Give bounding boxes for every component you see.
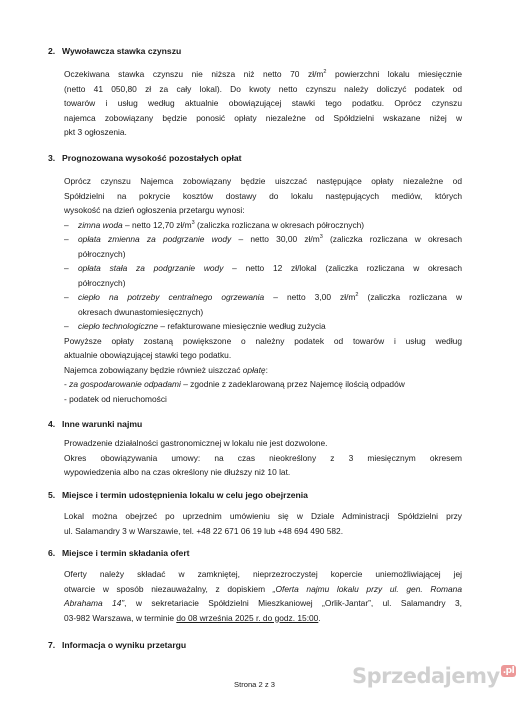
text-line: półrocznych) (78, 248, 126, 259)
text-line: Okres obowiązywania umowy: na czas nieokreślony z 3 miesięcznym okresem (64, 452, 462, 463)
section-title: Miejsce i termin udostępnienia lokalu w celu jego obejrzenia (62, 490, 308, 500)
section-number: 7. (48, 640, 56, 650)
superscript: 3 (319, 234, 323, 240)
text-line: Oferty należy składać w zamkniętej, nieprzezroczystej kopercie uniemożliwiającej jej (64, 569, 462, 579)
superscript: 2 (355, 292, 359, 298)
list-item (64, 232, 462, 261)
text: Najemca zobowiązany będzie również uiszczać (64, 364, 243, 375)
text: , w sekretariacie Spółdzielni Mieszkaniowej „Orlik-Jantar”, ul. Salamandry 3, (124, 598, 462, 608)
section-4-heading (48, 419, 142, 429)
text-line: Prowadzenie działalności gastronomicznej w lokalu nie jest dozwolone. (64, 438, 328, 448)
section-3-body (64, 174, 462, 406)
dash-marker: – (64, 292, 69, 302)
text-line: Powyższe opłaty zostaną powiększone o należny podatek od towarów i usług według (64, 335, 462, 346)
text-line: pkt 3 ogłoszenia. (64, 127, 127, 137)
text: za gospodarowanie odpadami (69, 379, 181, 389)
text-line: Spółdzielni na pokrycie kosztów dostawy do lokalu następujących mediów, których (64, 190, 462, 201)
item-term: ciepło na potrzeby centralnego ogrzewania (78, 292, 265, 302)
item-term: zimna woda (78, 219, 123, 230)
section-number: 2. (48, 46, 56, 56)
text: : (265, 364, 268, 375)
dash-marker: – (64, 234, 69, 244)
list-item (64, 218, 462, 233)
section-3-heading (48, 153, 242, 163)
watermark-suffix: .pl (502, 666, 515, 676)
section-title: Wywoławcza stawka czynszu (62, 46, 182, 56)
watermark-text: Sprzedajemy (352, 664, 500, 688)
section-title: Prognozowana wysokość pozostałych opłat (62, 153, 242, 163)
text: opłatę (242, 364, 266, 375)
text: powierzchni lokalu miesięcznie (326, 69, 462, 79)
text: – zgodnie z zadeklarowaną przez Najemcę ilością odpadów (180, 379, 405, 389)
text-line: ul. Salamandry 3 w Warszawie, tel. +48 22 671 06 19 lub +48 694 490 582. (64, 525, 344, 536)
section-title: Miejsce i termin składania ofert (62, 548, 190, 558)
section-number: 6. (48, 548, 56, 558)
text-line: Lokal można obejrzeć po uprzednim umówieniu się w Dziale Administracji Spółdzielni przy (64, 511, 462, 521)
text: – netto 3,00 zł/m (264, 292, 356, 302)
section-number: 4. (48, 419, 56, 429)
section-title: Informacja o wyniku przetargu (62, 640, 187, 650)
text: „Oferta najmu lokalu przy ul. gen. Romana (272, 583, 463, 594)
text: otwarcie w sposób niezauważalny, z dopiskiem (64, 583, 273, 594)
text: – netto 12 zł/lokal (zaliczka rozliczana w okresach (223, 263, 463, 273)
text-line: wysokość na dzień ogłoszenia przetargu wynosi: (64, 205, 245, 215)
list-item (64, 261, 462, 290)
watermark-logo (352, 664, 516, 694)
text: Oczekiwana stawka czynszu nie niższa niż netto 70 zł/m (64, 69, 324, 79)
section-6-heading (48, 548, 190, 558)
list-item (64, 290, 462, 319)
dash-marker: – (64, 321, 69, 331)
text-line: półrocznych) (78, 277, 126, 288)
superscript: 2 (323, 69, 327, 75)
text-line: - podatek od nieruchomości (64, 393, 167, 404)
text: (zaliczka rozliczana w okresach (322, 234, 462, 244)
section-number: 3. (48, 153, 56, 163)
item-term: opłata zmienna za podgrzanie wody (78, 234, 232, 244)
text: – refakturowane miesięcznie według zużycia (158, 321, 326, 331)
page-number: Strona 2 z 3 (234, 680, 275, 689)
section-2-heading (48, 46, 181, 56)
item-term: opłata stała za podgrzanie wody (78, 263, 224, 273)
dash-marker: – (64, 219, 69, 230)
text: 03-982 Warszawa, w terminie (64, 612, 177, 623)
section-6-body (64, 567, 462, 625)
section-2-body (64, 67, 462, 140)
dash-marker: – (64, 263, 69, 273)
section-4-body (64, 436, 462, 480)
text-line: wypowiedzenia albo na czas określony nie dłuższy niż 10 lat. (64, 467, 291, 477)
text-line: okresach dwunastomiesięcznych) (78, 306, 204, 317)
item-term: ciepło technologiczne (78, 321, 159, 331)
text: – netto 30,00 zł/m (231, 234, 320, 244)
text-line: aktualnie obowiązującej stawki tego podatku. (64, 350, 232, 360)
section-5-body (64, 509, 462, 538)
text: - (64, 379, 70, 389)
section-7-heading (48, 640, 186, 650)
text: . (318, 612, 321, 623)
text: (zaliczka rozliczana w (358, 292, 462, 302)
section-5-heading (48, 490, 308, 500)
list-item (64, 319, 462, 334)
superscript: 3 (191, 219, 195, 226)
section-number: 5. (48, 490, 56, 500)
text-line: (netto 41 050,80 zł za cały lokal). Do kwoty netto czynszu należy doliczyć podatek od (64, 83, 462, 94)
text-line: najemca zobowiązany będzie ponosić opłaty niezależne od Spółdzielni wskazane niżej w (64, 112, 462, 123)
deadline-text: do 08 września 2025 r. do godz. 15:00 (176, 612, 319, 623)
text: (zaliczka rozliczana w okresach półrocznych) (194, 219, 365, 230)
text-line: towarów i usług według aktualnie obowiązującej stawki tego podatku. Oprócz czynszu (64, 98, 462, 108)
text: Abrahama 14” (64, 598, 125, 608)
section-title: Inne warunki najmu (62, 419, 143, 429)
text-line: Oprócz czynszu Najemca zobowiązany będzie uiszczać następujące opłaty niezależne od (64, 176, 462, 186)
text: – netto 12,70 zł/m (122, 219, 192, 230)
